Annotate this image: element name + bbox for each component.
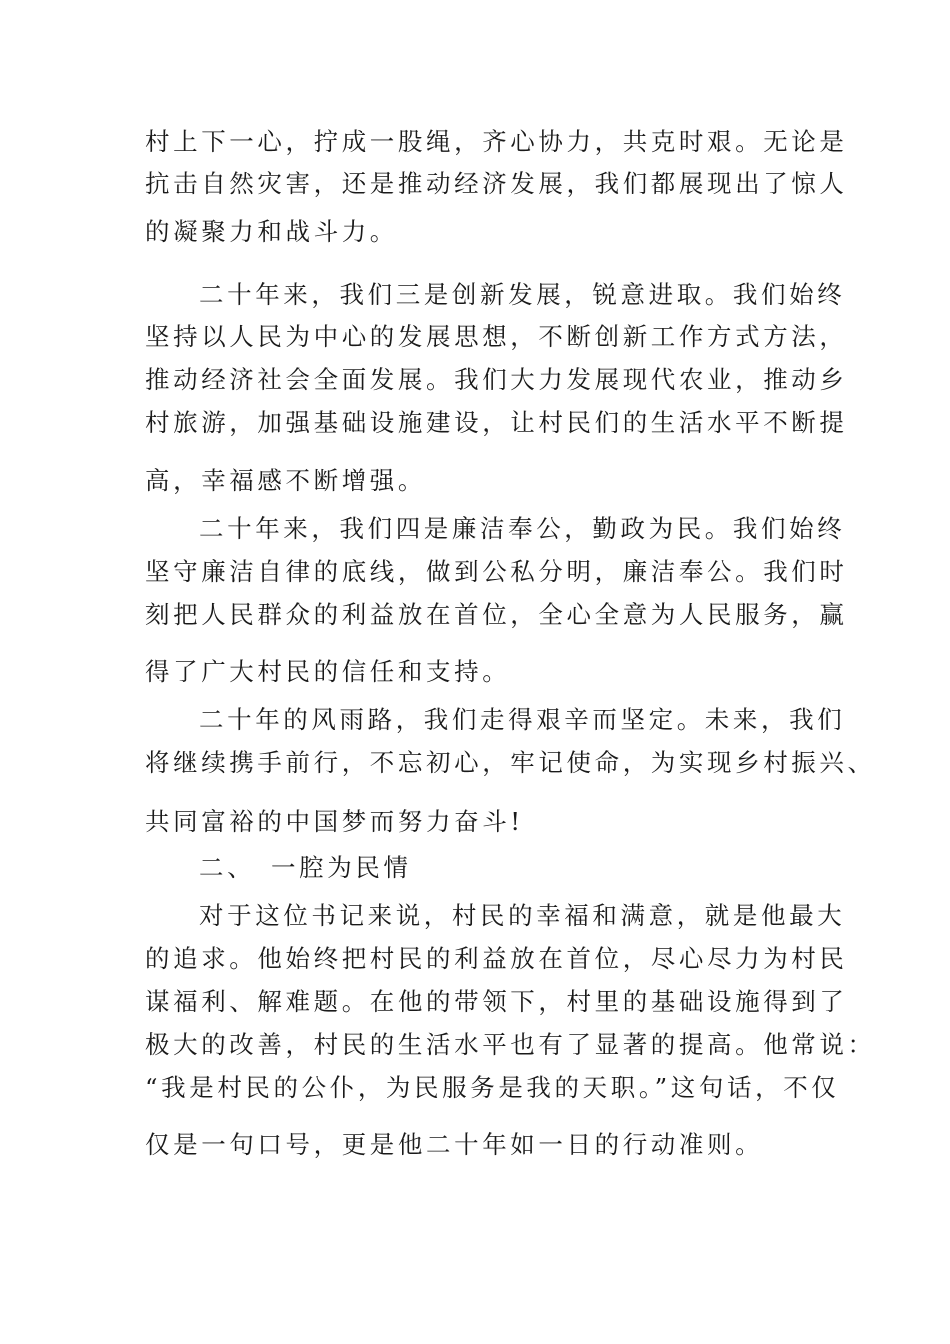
text-line-5: 坚持以人民为中心的发展思想，不断创新工作方式方法， [145, 322, 848, 351]
text-line-18: 的追求。他始终把村民的利益放在首位，尽心尽力为村民 [145, 944, 848, 973]
text-line-21: “我是村民的公仆，为民服务是我的天职。”这句话，不仅 [145, 1073, 840, 1102]
text-line-20: 极大的改善，村民的生活水平也有了显著的提高。他常说： [145, 1030, 876, 1059]
paragraph-start-line: 二十年的风雨路，我们走得艰辛而坚定。未来，我们 [199, 705, 846, 734]
text-line-12: 得了广大村民的信任和支持。 [145, 657, 511, 686]
paragraph-start-line: 二十年来，我们三是创新发展，锐意进取。我们始终 [199, 280, 846, 309]
paragraph-start-line: 对于这位书记来说，村民的幸福和满意，就是他最大 [199, 901, 846, 930]
text-line-3: 的凝聚力和战斗力。 [145, 217, 398, 246]
section-heading: 二、 一腔为民情 [199, 853, 412, 882]
text-line-10: 坚守廉洁自律的底线，做到公私分明，廉洁奉公。我们时 [145, 557, 848, 586]
text-line-14: 将继续携手前行，不忘初心，牢记使命，为实现乡村振兴、 [145, 748, 876, 777]
text-line-1: 村上下一心，拧成一股绳，齐心协力，共克时艰。无论是 [145, 127, 848, 156]
paragraph-start-line: 二十年来，我们四是廉洁奉公，勤政为民。我们始终 [199, 514, 846, 543]
text-line-22: 仅是一句口号，更是他二十年如一日的行动准则。 [145, 1130, 764, 1159]
text-line-19: 谋福利、解难题。在他的带领下，村里的基础设施得到了 [145, 987, 848, 1016]
text-line-15: 共同富裕的中国梦而努力奋斗! [145, 807, 524, 836]
text-line-7: 村旅游，加强基础设施建设，让村民们的生活水平不断提 [145, 408, 848, 437]
text-line-2: 抗击自然灾害，还是推动经济发展，我们都展现出了惊人 [145, 169, 848, 198]
text-line-11: 刻把人民群众的利益放在首位，全心全意为人民服务，赢 [145, 600, 848, 629]
text-line-8: 高，幸福感不断增强。 [145, 466, 426, 495]
text-line-6: 推动经济社会全面发展。我们大力发展现代农业，推动乡 [145, 365, 848, 394]
